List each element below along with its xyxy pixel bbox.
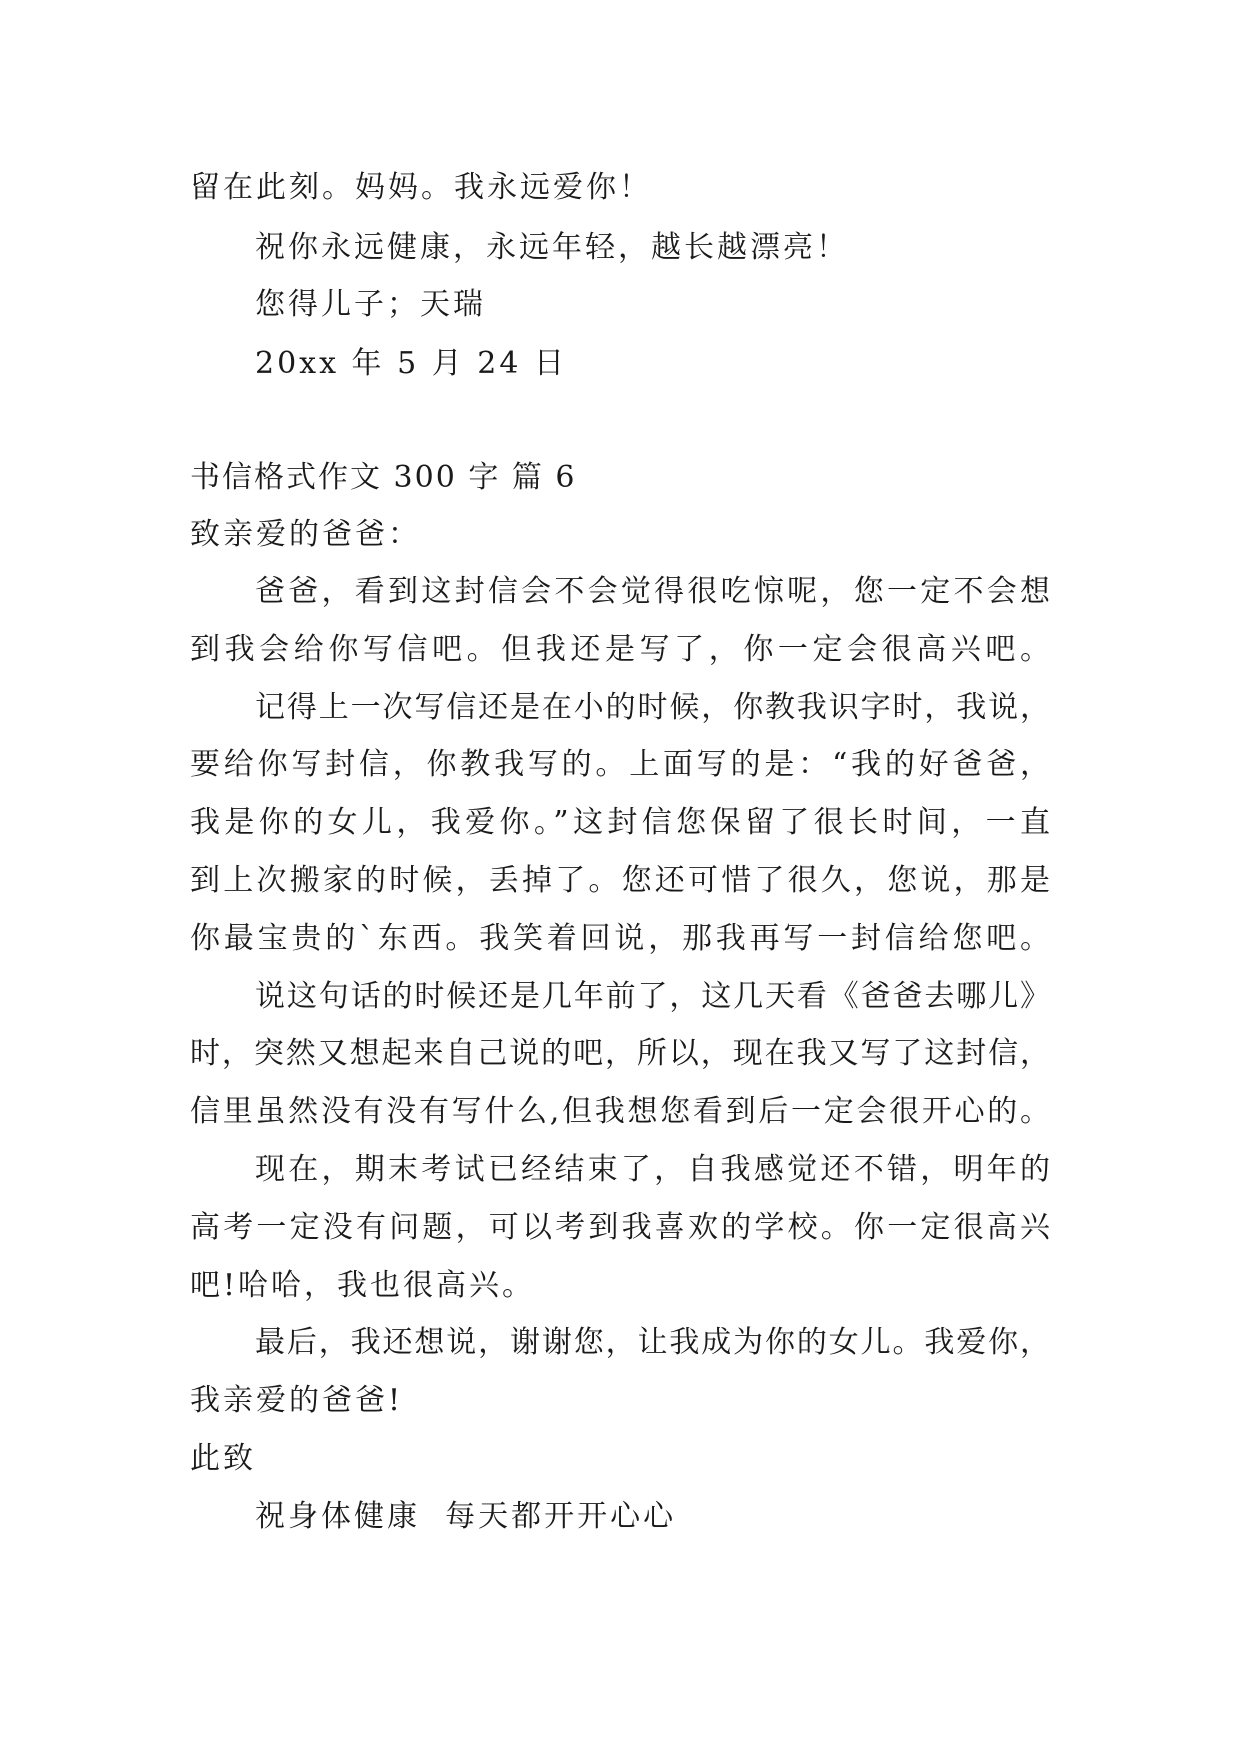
paragraph-line: 现在，期末考试已经结束了，自我感觉还不错，明年的 xyxy=(255,1152,1050,1187)
paragraph-line: 我是你的女儿，我爱你。”这封信您保留了很长时间，一直 xyxy=(190,805,1050,840)
salutation: 致亲爱的爸爸： xyxy=(190,517,421,552)
paragraph-line: 我亲爱的爸爸! xyxy=(190,1383,404,1418)
wish-line: 祝你永远健康，永远年轻，越长越漂亮！ xyxy=(255,230,849,265)
final-wish: 祝身体健康 每天都开开心心 xyxy=(255,1499,677,1534)
date: 20xx 年 5 月 24 日 xyxy=(255,346,567,381)
paragraph-line: 到上次搬家的时候，丢掉了。您还可惜了很久，您说，那是 xyxy=(190,863,1050,898)
paragraph-line: 高考一定没有问题，可以考到我喜欢的学校。你一定很高兴 xyxy=(190,1210,1050,1245)
paragraph-line: 记得上一次写信还是在小的时候，你教我识字时，我说， xyxy=(255,690,1050,725)
text-line: 留在此刻。妈妈。我永远爱你！ xyxy=(190,170,652,205)
paragraph-line: 要给你写封信，你教我写的。上面写的是：“我的好爸爸， xyxy=(190,747,1050,782)
paragraph-line: 说这句话的时候还是几年前了，这几天看《爸爸去哪儿》 xyxy=(255,979,1050,1014)
closing: 此致 xyxy=(190,1441,256,1476)
paragraph-line: 爸爸，看到这封信会不会觉得很吃惊呢，您一定不会想 xyxy=(255,574,1050,609)
section-title: 书信格式作文 300 字 篇 6 xyxy=(190,460,577,495)
paragraph-line: 时，突然又想起来自己说的吧，所以，现在我又写了这封信， xyxy=(190,1036,1050,1071)
signature: 您得儿子；天瑞 xyxy=(255,287,486,322)
paragraph-line: 信里虽然没有没有写什么,但我想您看到后一定会很开心的。 xyxy=(190,1094,1050,1129)
paragraph-line: 你最宝贵的`东西。我笑着回说，那我再写一封信给您吧。 xyxy=(190,921,1050,956)
paragraph-line: 到我会给你写信吧。但我还是写了，你一定会很高兴吧。 xyxy=(190,632,1050,667)
paragraph-line: 吧!哈哈，我也很高兴。 xyxy=(190,1268,536,1303)
paragraph-line: 最后，我还想说，谢谢您，让我成为你的女儿。我爱你， xyxy=(255,1325,1050,1360)
